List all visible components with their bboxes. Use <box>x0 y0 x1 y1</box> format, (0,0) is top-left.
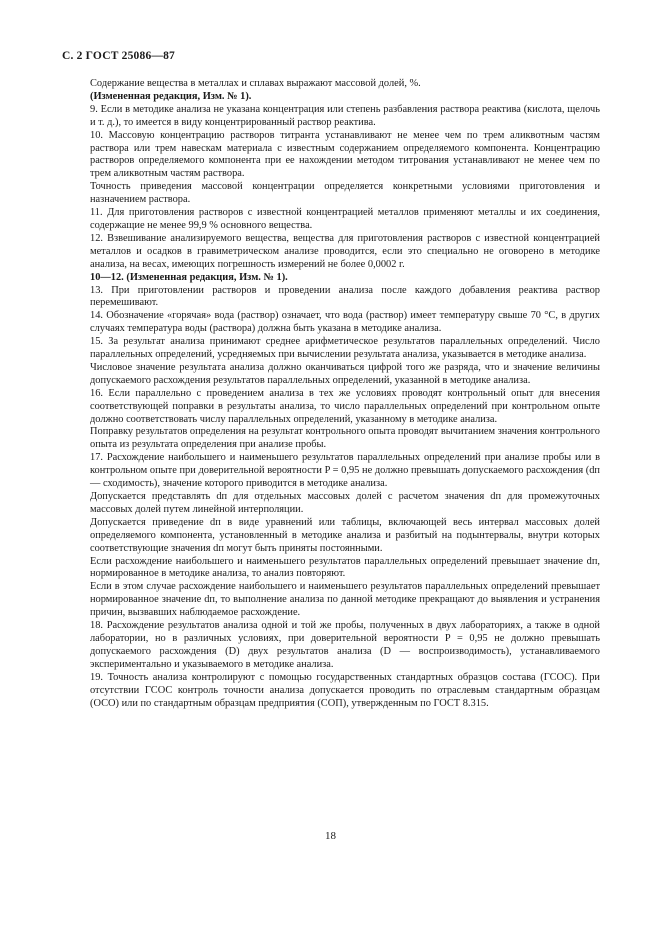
paragraph: 10. Массовую концентрацию растворов титранта устанавливают не менее чем по трем аликвотным частям раствора или трем навескам материала с известным содержанием определяемого компонента. Концентрацию растворов определяемого компонента при ее нахождении методом титрования устанавливают не менее чем по трем аликвотным частям раствора. <box>90 129 600 180</box>
paragraph: 18. Расхождение результатов анализа одной и той же пробы, полученных в двух лабораториях, а также в одной лаборатории, но в различных условиях, при доверительной вероятности P = 0,95 не должно превышать допускаемого расхождения (D) двух результатов анализа (D — воспроизводимость), устанавливаемого экспериментально и указываемого в методике анализа. <box>90 620 600 670</box>
amendment-note: 10—12. (Измененная редакция, Изм. № 1). <box>90 271 288 283</box>
page-number: 18 <box>325 830 336 842</box>
paragraph: Допускается представлять dп для отдельных массовых долей с расчетом значения dп для промежуточных массовых долей путем линейной интерполяции. <box>90 491 600 515</box>
paragraph: Если в этом случае расхождение наибольшего и наименьшего результатов параллельных определений превышает нормированное значение dп, то выполнение анализа по данной методике прекращают до выявления и устранения причин, вызвавших наблюдаемое расхождение. <box>90 581 600 619</box>
paragraph: Допускается приведение dп в виде уравнений или таблицы, включающей весь интервал массовых долей определяемого компонента, установленный в методике анализа и разбитый на подынтервалы, внутри которых соответствующие значения dп могут быть приняты постоянными. <box>90 516 600 554</box>
document-body <box>90 78 600 710</box>
paragraph: 12. Взвешивание анализируемого вещества, вещества для приготовления растворов с известной концентрацией металлов и осадков в гравиметрическом анализе проводится, если это специально не оговорено в методике анализа, на весах, имеющих погрешность измерений не более 0,0002 г. <box>90 232 600 270</box>
paragraph: 17. Расхождение наибольшего и наименьшего результатов параллельных определений при анализе пробы или в контрольном опыте при доверительной вероятности P = 0,95 не должно превышать допускаемого расхождения (dп — сходимость), значение которого приводится в методике анализа. <box>90 452 600 490</box>
paragraph: 9. Если в методике анализа не указана концентрация или степень разбавления раствора реактива (кислота, щелочь и т. д.), то имеется в виду концентрированный раствор реактива. <box>90 103 600 128</box>
paragraph: 16. Если параллельно с проведением анализа в тех же условиях проводят контрольный опыт для внесения соответствующей поправки в результаты анализа, то число параллельных определений при контрольном опыте должно соответствовать числу параллельных определений, указанному в методике анализа. <box>90 387 600 425</box>
paragraph: 11. Для приготовления растворов с известной концентрацией металлов применяют металлы и их соединения, содержащие не менее 99,9 % основного вещества. <box>90 207 600 231</box>
paragraph: 14. Обозначение «горячая» вода (раствор) означает, что вода (раствор) имеет температуру свыше 70 °С, в других случаях температура воды (раствора) должна быть указана в методике анализа. <box>90 310 600 335</box>
paragraph: Содержание вещества в металлах и сплавах выражают массовой долей, %. <box>90 78 421 89</box>
paragraph: 15. За результат анализа принимают среднее арифметическое результатов параллельных определений. Число параллельных определений, усредняемых при вычислении результата анализа, указывается в методике анализа. <box>90 336 600 361</box>
page-header: С. 2 ГОСТ 25086—87 <box>62 50 175 62</box>
paragraph: 13. При приготовлении растворов и проведении анализа после каждого добавления реактива раствор перемешивают. <box>90 284 600 309</box>
paragraph <box>90 272 600 285</box>
paragraph: Точность приведения массовой концентрации определяется конкретными условиями приготовления и назначением раствора. <box>90 181 600 206</box>
amendment-note: (Измененная редакция, Изм. № 1). <box>90 90 252 102</box>
paragraph: Если расхождение наибольшего и наименьшего результатов параллельных определений превышает значение dп, нормированное в методике анализа, то анализ повторяют. <box>90 555 600 580</box>
paragraph <box>90 91 600 104</box>
paragraph: 19. Точность анализа контролируют с помощью государственных стандартных образцов состава (ГСОС). При отсутствии ГСОС контроль точности анализа допускается проводить по отраслевым стандартным образцам (ОСО) или по стандартным образцам предприятия (СОП), утвержденным по ГОСТ 8.315. <box>90 671 600 709</box>
paragraph: Поправку результатов определения на результат контрольного опыта проводят вычитанием значения контрольного опыта из результата определения при анализе пробы. <box>90 426 600 451</box>
paragraph: Числовое значение результата анализа должно оканчиваться цифрой того же разряда, что и значение величины допускаемого расхождения результатов параллельных определений, указанной в методике анализа. <box>90 361 600 386</box>
